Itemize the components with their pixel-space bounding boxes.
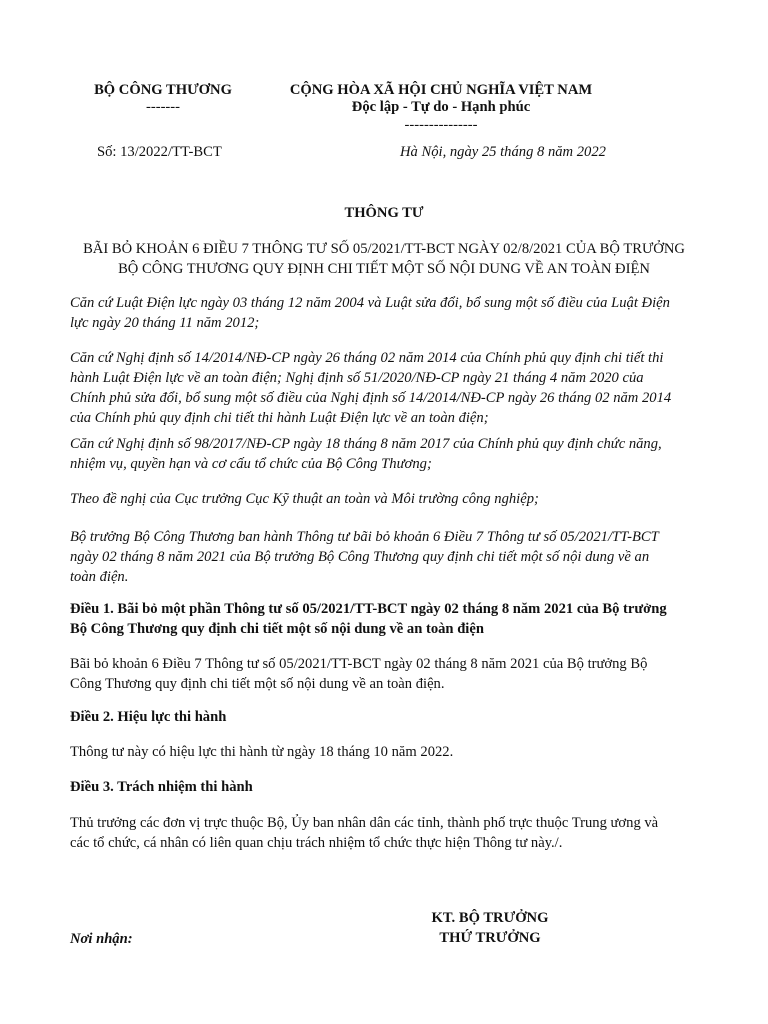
preamble-paragraph	[70, 293, 695, 333]
text-line: ngày 02 tháng 8 năm 2021 của Bộ trưởng Bộ Công Thương quy định chi tiết một số nội dung về an	[70, 549, 650, 565]
text-line: nhiệm vụ, quyền hạn và cơ cấu tổ chức của Bộ Công Thương;	[70, 456, 432, 472]
preamble-paragraph	[70, 434, 695, 474]
text-line: toàn điện.	[70, 569, 129, 585]
article-body	[70, 654, 695, 694]
place-and-date: Hà Nội, ngày 25 tháng 8 năm 2022	[400, 144, 606, 160]
national-motto: Độc lập - Tự do - Hạnh phúc	[351, 99, 531, 115]
preamble-paragraph	[70, 489, 695, 509]
text-line: Thủ trưởng các đơn vị trực thuộc Bộ, Ủy ban nhân dân các tỉnh, thành phố trực thuộc Trung ương và	[70, 815, 659, 831]
text-line: Bãi bỏ khoản 6 Điều 7 Thông tư số 05/2021/TT-BCT ngày 02 tháng 8 năm 2021 của Bộ trưởng Bộ	[70, 656, 648, 672]
signer-title-1: KT. BỘ TRƯỞNG	[431, 910, 549, 926]
ministry-rule: -------	[145, 99, 181, 115]
motto-rule: ---------------	[404, 117, 478, 133]
ministry-name: BỘ CÔNG THƯƠNG	[94, 82, 232, 98]
article-heading	[70, 707, 695, 727]
title-line: BỘ CÔNG THƯƠNG QUY ĐỊNH CHI TIẾT MỘT SỐ NỘI DUNG VỀ AN TOÀN ĐIỆN	[118, 261, 650, 277]
text-line: Căn cứ Luật Điện lực ngày 03 tháng 12 năm 2004 và Luật sửa đổi, bổ sung một số điều của Luật Điện	[70, 295, 670, 311]
document-number: Số: 13/2022/TT-BCT	[97, 144, 222, 160]
text-line: hành Luật Điện lực về an toàn điện; Nghị định số 51/2020/NĐ-CP ngày 21 tháng 4 năm 2020 của	[70, 370, 644, 386]
document-title	[0, 239, 768, 279]
title-line: BÃI BỎ KHOẢN 6 ĐIỀU 7 THÔNG TƯ SỐ 05/2021/TT-BCT NGÀY 02/8/2021 CỦA BỘ TRƯỞNG	[83, 241, 685, 257]
text-line: Thông tư này có hiệu lực thi hành từ ngày 18 tháng 10 năm 2022.	[70, 744, 454, 760]
signer-title-2: THỨ TRƯỞNG	[439, 930, 541, 946]
recipients-label: Nơi nhận:	[70, 931, 133, 947]
text-line: lực ngày 20 tháng 11 năm 2012;	[70, 315, 260, 331]
text-line: Bộ trưởng Bộ Công Thương ban hành Thông tư bãi bỏ khoản 6 Điều 7 Thông tư số 05/2021/TT-BCT	[70, 529, 659, 545]
article-body	[70, 813, 695, 853]
text-line: Bộ Công Thương quy định chi tiết một số nội dung về an toàn điện	[70, 621, 484, 637]
text-line: Chính phủ sửa đổi, bổ sung một số điều của Nghị định số 14/2014/NĐ-CP ngày 26 tháng 02 năm 2014	[70, 390, 672, 406]
text-line: các tổ chức, cá nhân có liên quan chịu trách nhiệm tổ chức thực hiện Thông tư này./.	[70, 835, 563, 851]
text-line: Điều 2. Hiệu lực thi hành	[70, 709, 227, 725]
text-line: Căn cứ Nghị định số 14/2014/NĐ-CP ngày 26 tháng 02 năm 2014 của Chính phủ quy định chi tiết thi	[70, 350, 664, 366]
preamble-paragraph	[70, 527, 695, 587]
preamble-paragraph	[70, 348, 695, 428]
article-heading	[70, 777, 695, 797]
text-line: Căn cứ Nghị định số 98/2017/NĐ-CP ngày 18 tháng 8 năm 2017 của Chính phủ quy định chức năng,	[70, 436, 662, 452]
text-line: Điều 3. Trách nhiệm thi hành	[70, 779, 253, 795]
document-type: THÔNG TƯ	[344, 205, 424, 221]
text-line: Điều 1. Bãi bỏ một phần Thông tư số 05/2021/TT-BCT ngày 02 tháng 8 năm 2021 của Bộ trưởng	[70, 601, 667, 617]
country-name: CỘNG HÒA XÃ HỘI CHỦ NGHĨA VIỆT NAM	[289, 82, 593, 98]
article-body	[70, 742, 695, 762]
article-heading	[70, 599, 695, 639]
text-line: của Chính phủ quy định chi tiết thi hành Luật Điện lực về an toàn điện;	[70, 410, 489, 426]
text-line: Theo đề nghị của Cục trưởng Cục Kỹ thuật an toàn và Môi trường công nghiệp;	[70, 491, 539, 507]
text-line: Công Thương quy định chi tiết một số nội dung về an toàn điện.	[70, 676, 445, 692]
